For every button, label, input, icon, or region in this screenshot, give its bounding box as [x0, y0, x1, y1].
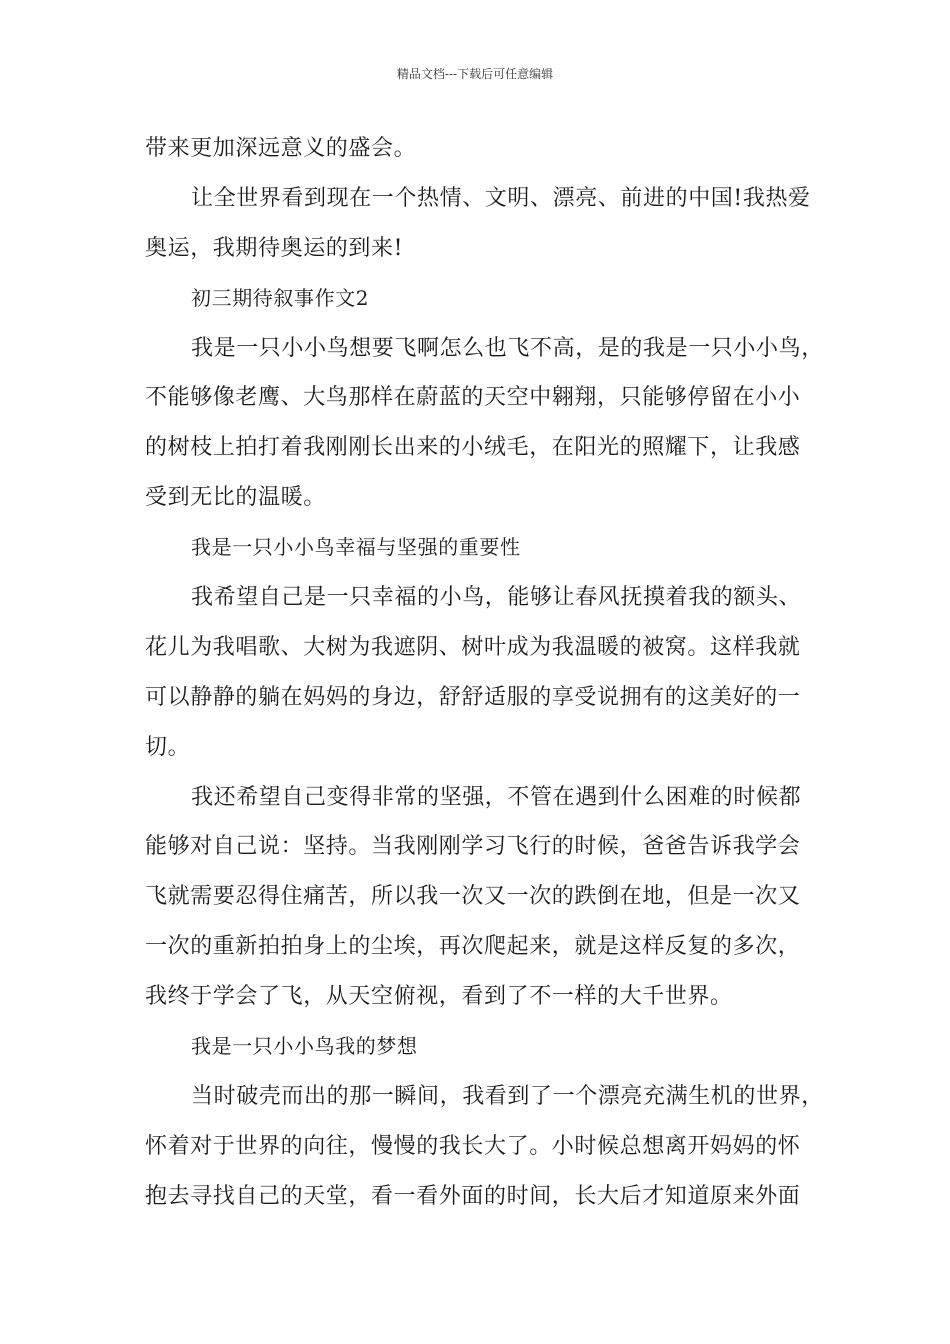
text-line: 的树枝上拍打着我刚刚长出来的小绒毛，在阳光的照耀下，让我感: [145, 435, 801, 461]
section-heading: 我是一只小小鸟幸福与坚强的重要性: [191, 535, 521, 560]
text-line: 我还希望自己变得非常的坚强，不管在遇到什么困难的时候都: [191, 784, 802, 810]
text-line: 花儿为我唱歌、大树为我遮阴、树叶成为我温暖的被窝。这样我就: [145, 634, 801, 660]
text-line: 受到无比的温暖。: [145, 485, 326, 511]
text-line: 我终于学会了飞，从天空俯视，看到了不一样的大千世界。: [145, 984, 733, 1010]
document-body: [145, 124, 824, 1222]
section-heading: 我是一只小小鸟我的梦想: [191, 1034, 418, 1059]
text-line: 带来更加深远意义的盛会。: [145, 136, 417, 161]
text-line: 怀着对于世界的向往，慢慢的我长大了。小时候总想离开妈妈的怀: [145, 1133, 801, 1159]
text-line: 可以静静的躺在妈妈的身边，舒舒适服的享受说拥有的这美好的一: [145, 684, 801, 710]
text-line: 当时破壳而出的那一瞬间，我看到了一个漂亮充满生机的世界，: [191, 1083, 824, 1109]
text-line: 切。: [145, 734, 191, 760]
section-heading: 初三期待叙事作文2: [191, 285, 370, 310]
text-line: 我希望自己是一只幸福的小鸟，能够让春风抚摸着我的额头、: [191, 585, 802, 611]
text-line: 一次的重新拍拍身上的尘埃，再次爬起来，就是这样反复的多次，: [145, 934, 801, 960]
text-line: 飞就需要忍得住痛苦，所以我一次又一次的跌倒在地，但是一次又: [145, 884, 801, 910]
text-line: 抱去寻找自己的天堂，看一看外面的时间，长大后才知道原来外面: [145, 1183, 801, 1209]
page-header: 精品文档---下载后可任意编辑: [396, 67, 554, 81]
text-line: 奥运，我期待奥运的到来!: [145, 235, 404, 261]
text-line: 让全世界看到现在一个热情、文明、漂亮、前进的中国!我热爱: [191, 185, 811, 211]
text-line: 我是一只小小鸟想要飞啊怎么也飞不高，是的我是一只小小鸟，: [191, 335, 824, 361]
text-line: 不能够像老鹰、大鸟那样在蔚蓝的天空中翱翔，只能够停留在小小: [145, 385, 801, 411]
text-line: 能够对自己说：坚持。当我刚刚学习飞行的时候，爸爸告诉我学会: [145, 834, 801, 860]
